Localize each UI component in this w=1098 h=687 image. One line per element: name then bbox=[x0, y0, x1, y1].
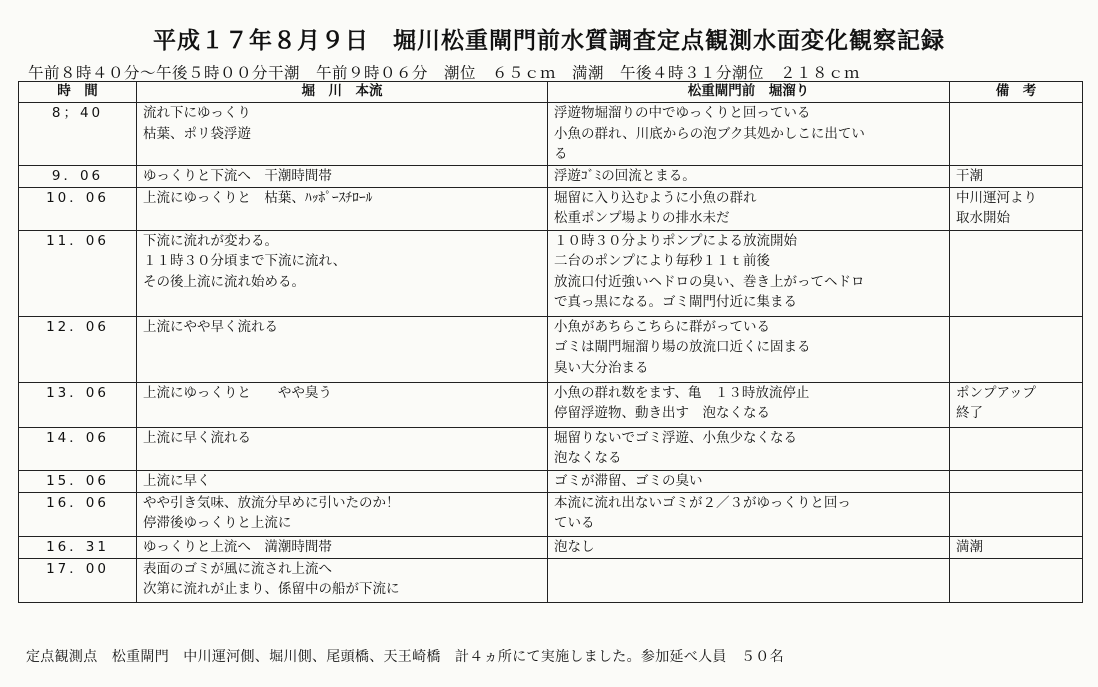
main-stream-cell bbox=[137, 536, 548, 558]
document-title: 平成１７年８月９日 堀川松重閘門前水質調査定点観測水面変化観察記録 bbox=[153, 28, 945, 54]
time-cell: 16．31 bbox=[19, 536, 137, 558]
table-row bbox=[19, 492, 1083, 536]
time-cell: 15．06 bbox=[19, 470, 137, 492]
remarks-cell bbox=[950, 492, 1083, 536]
cell-line: 小魚の群れ数をます、亀 １３時放流停止 bbox=[554, 384, 810, 401]
time-cell: 14．06 bbox=[19, 427, 137, 470]
cell-line: 小魚があちらこちらに群がっている bbox=[554, 318, 770, 335]
observation-table bbox=[18, 81, 1083, 603]
main-stream-cell bbox=[137, 230, 548, 316]
cell-line: 上流に早く bbox=[143, 472, 211, 489]
table-row bbox=[19, 382, 1083, 427]
cell-line: 次第に流れが止まり、係留中の船が下流に bbox=[143, 581, 400, 597]
cell-line: やや引き気味、放流分早めに引いたのか！ bbox=[143, 494, 400, 511]
table-row bbox=[19, 558, 1083, 602]
header-lock-pool: 松重閘門前 堀溜り bbox=[548, 82, 950, 103]
table-row bbox=[19, 230, 1083, 316]
cell-line: ゆっくりと下流へ 干潮時間帯 bbox=[143, 167, 332, 184]
remarks-cell bbox=[950, 382, 1083, 427]
header-main-stream: 堀 川 本流 bbox=[137, 82, 548, 103]
cell-line: 取水開始 bbox=[956, 210, 1010, 226]
cell-line: ゴミが滞留、ゴミの臭い bbox=[554, 472, 703, 489]
header-remarks: 備 考 bbox=[950, 82, 1083, 103]
header-time: 時 間 bbox=[19, 82, 137, 103]
main-stream-cell bbox=[137, 382, 548, 427]
lock-pool-cell bbox=[548, 382, 950, 427]
cell-line: る bbox=[554, 146, 568, 162]
main-stream-cell bbox=[137, 427, 548, 470]
footer-note: 定点観測点 松重閘門 中川運河側、堀川側、尾頭橋、天王崎橋 計４ヵ所にて実施しました。参加延べ人員 ５０名 bbox=[26, 649, 784, 665]
table-row bbox=[19, 103, 1083, 166]
remarks-cell bbox=[950, 230, 1083, 316]
cell-line: ポンプアップ bbox=[956, 384, 1037, 401]
lock-pool-cell bbox=[548, 187, 950, 230]
cell-line: 泡なし bbox=[554, 538, 595, 555]
cell-line: １０時３０分よりポンプによる放流開始 bbox=[554, 232, 797, 249]
cell-line: 停滞後ゆっくりと上流に bbox=[143, 515, 292, 531]
main-stream-cell bbox=[137, 103, 548, 166]
remarks-cell bbox=[950, 187, 1083, 230]
cell-line: その後上流に流れ始める。 bbox=[143, 273, 305, 290]
table-row bbox=[19, 165, 1083, 187]
lock-pool-cell bbox=[548, 103, 950, 166]
cell-line: 泡なくなる bbox=[554, 450, 622, 466]
cell-line: 上流にゆっくりと 枯葉、ﾊｯﾎﾟｰｽﾁﾛｰﾙ bbox=[143, 189, 373, 206]
cell-line: 臭い大分治まる bbox=[554, 359, 649, 376]
time-cell: 13．06 bbox=[19, 382, 137, 427]
cell-line: ゆっくりと上流へ 満潮時間帯 bbox=[143, 538, 332, 555]
cell-line: 堀留に入り込むように小魚の群れ bbox=[554, 189, 757, 206]
remarks-cell bbox=[950, 427, 1083, 470]
cell-line: 流れ下にゆっくり bbox=[143, 105, 251, 121]
remarks-cell bbox=[950, 103, 1083, 166]
cell-line: 上流にゆっくりと やや臭う bbox=[143, 384, 332, 401]
lock-pool-cell bbox=[548, 492, 950, 536]
cell-line: で真っ黒になる。ゴミ閘門付近に集まる bbox=[554, 294, 797, 310]
table-header-row bbox=[19, 82, 1083, 103]
cell-line: 本流に流れ出ないゴミが２／３がゆっくりと回っ bbox=[554, 494, 851, 511]
cell-line: 堀留りないでゴミ浮遊、小魚少なくなる bbox=[554, 429, 797, 446]
lock-pool-cell bbox=[548, 427, 950, 470]
main-stream-cell bbox=[137, 558, 548, 602]
cell-line: 放流口付近強いヘドロの臭い、巻き上がってヘドロ bbox=[554, 273, 865, 290]
main-stream-cell bbox=[137, 316, 548, 382]
cell-line: 小魚の群れ、川底からの泡ブク其処かしこに出てい bbox=[554, 125, 865, 142]
cell-line: 浮遊物堀溜りの中でゆっくりと回っている bbox=[554, 105, 811, 121]
time-cell: 12．06 bbox=[19, 316, 137, 382]
time-cell: 16．06 bbox=[19, 492, 137, 536]
cell-line: 終了 bbox=[956, 405, 983, 421]
lock-pool-cell bbox=[548, 536, 950, 558]
remarks-cell bbox=[950, 558, 1083, 602]
cell-line: 二台のポンプにより毎秒１１ｔ前後 bbox=[554, 253, 770, 269]
remarks-cell bbox=[950, 316, 1083, 382]
cell-line: 満潮 bbox=[956, 538, 983, 555]
table-row bbox=[19, 187, 1083, 230]
time-cell: 9．06 bbox=[19, 165, 137, 187]
cell-line: 表面のゴミが風に流され上流へ bbox=[143, 560, 332, 577]
cell-line: １１時３０分頃まで下流に流れ、 bbox=[143, 253, 347, 269]
cell-line: 停留浮遊物、動き出す 泡なくなる bbox=[554, 405, 770, 421]
main-stream-cell bbox=[137, 165, 548, 187]
cell-line: 枯葉、ポリ袋浮遊 bbox=[143, 125, 251, 142]
cell-line: 上流にやや早く流れる bbox=[143, 318, 278, 335]
table-row bbox=[19, 470, 1083, 492]
table-row bbox=[19, 316, 1083, 382]
cell-line: 浮遊ｺﾞﾐの回流とまる。 bbox=[554, 167, 696, 184]
remarks-cell bbox=[950, 536, 1083, 558]
tide-summary: 午前８時４０分〜午後５時００分干潮 午前９時０６分 潮位 ６５ｃｍ 満潮 午後４時３１分潮位 ２１８ｃｍ bbox=[28, 64, 861, 82]
cell-line: 上流に早く流れる bbox=[143, 429, 251, 446]
table-row bbox=[19, 427, 1083, 470]
table-row bbox=[19, 536, 1083, 558]
time-cell: 8；40 bbox=[19, 103, 137, 166]
cell-line: ている bbox=[554, 515, 595, 531]
cell-line: 下流に流れが変わる。 bbox=[143, 232, 278, 249]
remarks-cell bbox=[950, 165, 1083, 187]
lock-pool-cell bbox=[548, 558, 950, 602]
time-cell: 17．00 bbox=[19, 558, 137, 602]
lock-pool-cell bbox=[548, 316, 950, 382]
lock-pool-cell bbox=[548, 165, 950, 187]
time-cell: 10．06 bbox=[19, 187, 137, 230]
main-stream-cell bbox=[137, 187, 548, 230]
cell-line: 中川運河より bbox=[956, 189, 1037, 206]
cell-line: 干潮 bbox=[956, 167, 983, 184]
main-stream-cell bbox=[137, 492, 548, 536]
cell-line: ゴミは閘門堀溜り場の放流口近くに固まる bbox=[554, 339, 811, 355]
time-cell: 11．06 bbox=[19, 230, 137, 316]
remarks-cell bbox=[950, 470, 1083, 492]
lock-pool-cell bbox=[548, 230, 950, 316]
cell-line: 松重ポンプ場よりの排水未だ bbox=[554, 210, 730, 226]
lock-pool-cell bbox=[548, 470, 950, 492]
main-stream-cell bbox=[137, 470, 548, 492]
